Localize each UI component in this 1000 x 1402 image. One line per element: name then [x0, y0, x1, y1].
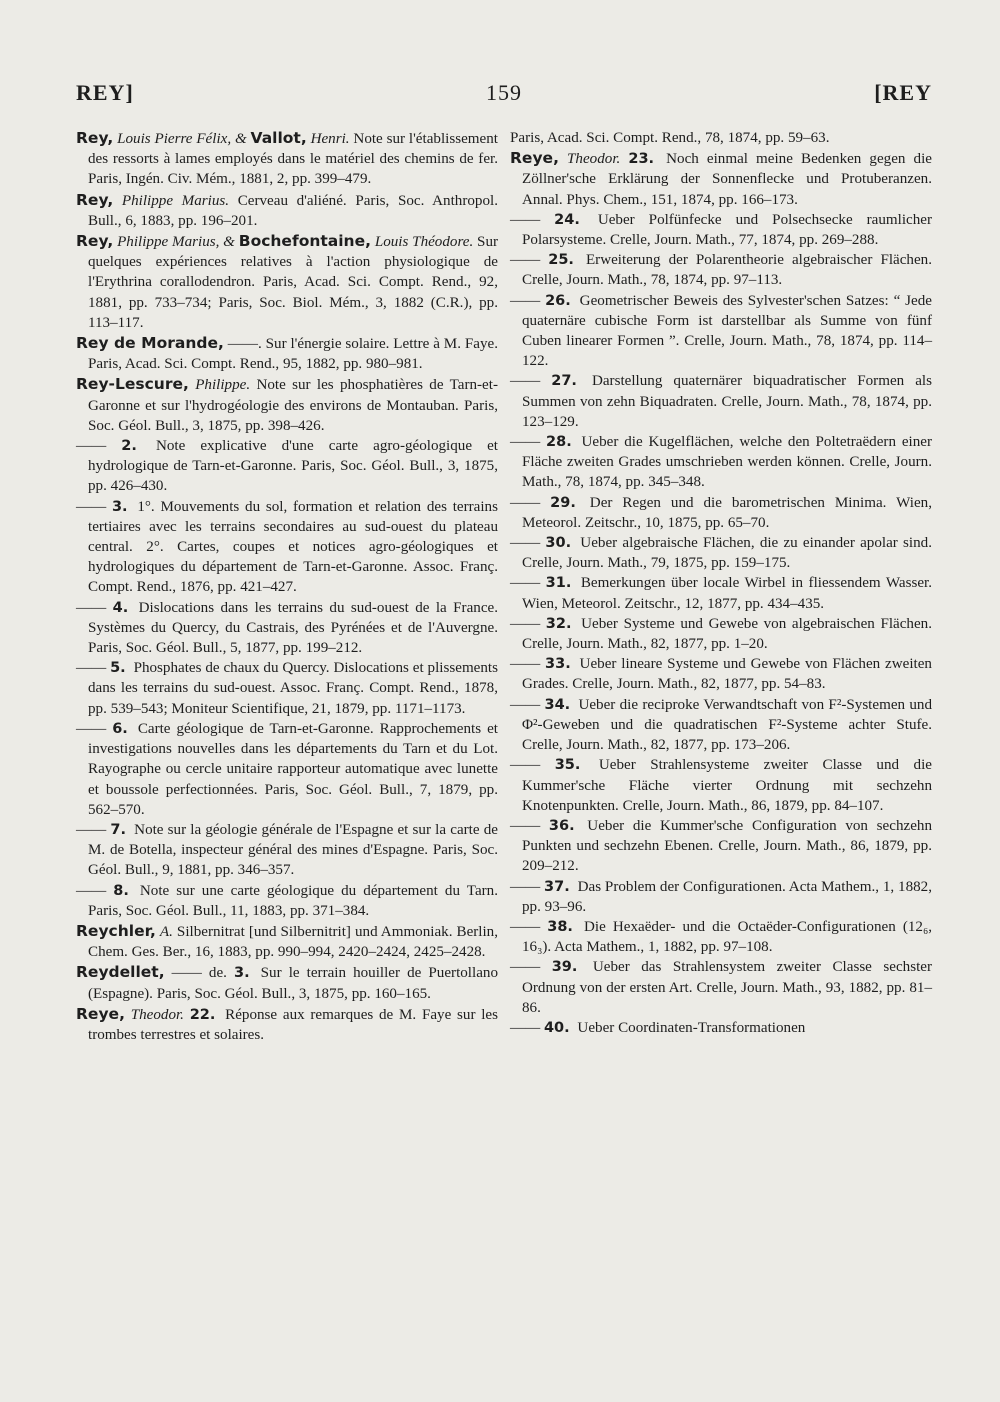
entry-number: 8.: [113, 882, 129, 899]
entry-given-name: ——: [76, 599, 107, 616]
entry-number: 23.: [628, 151, 655, 168]
entry-text: Cerveau d'aliéné. Paris, Soc. Anthropol. Bull., 6, 1883, pp. 196–201.: [88, 192, 498, 229]
entry-given-name: ——: [76, 498, 107, 515]
header-right: [REY: [874, 80, 932, 105]
entry-number: 24.: [554, 211, 580, 228]
bibliography-entry: [76, 128, 498, 190]
entry-author: Reydellet,: [76, 963, 165, 982]
entry-given-name: ——: [76, 882, 107, 899]
entry-text: Ueber die Kugelflächen, welche den Poltetraëdern einer Fläche zweiten Grades umschrieben werden können. Crelle, Journ. Math., 78, 1874, pp. 345–348.: [522, 434, 932, 491]
entry-text: Ueber Strahlensysteme zweiter Classe und die Kummer'sche Fläche vierter Ordnung mit sechzehn Knotenpunkten. Crelle, Journ. Math., 86, 1879, pp. 84–107.: [522, 757, 933, 814]
entry-text: Geometrischer Beweis des Sylvester'schen Satzes: “ Jede quaternäre cubische Form ist darstellbar als Summe von fünf Cuben linearer Formen ”. Crelle, Journ. Math., 78, 1874, pp. 114–122.: [522, 292, 932, 370]
entry-text: Ueber Coordinaten-Transformationen: [573, 1019, 806, 1036]
bibliography-entry: [76, 719, 498, 820]
bibliography-entry: [510, 250, 932, 290]
entry-number: 25.: [548, 252, 574, 269]
bibliography-entry: [510, 654, 932, 694]
entry-text: Note sur l'établissement des ressorts à lames employés dans le matériel des chemins de fer. Paris, Ingén. Civ. Mém., 1881, 2, pp. 399–479.: [88, 131, 498, 188]
entry-number: 39.: [551, 959, 578, 976]
entry-given-name: ——.: [227, 336, 262, 353]
entry-text: Ueber das Strahlensystem zweiter Classe sechster Ordnung von der ersten Art. Crelle, Journ. Math., 93, 1882, pp. 81–86.: [522, 959, 932, 1016]
bibliography-entry: [510, 695, 932, 756]
bibliography-entry: [510, 877, 932, 917]
entry-text: Dislocations dans les terrains du sud-ouest de la France. Systèmes du Quercy, du Castrais, des Pyrénées et de l'Auvergne. Paris, Soc. Géol. Bull., 5, 1877, pp. 199–212.: [88, 599, 498, 657]
bibliography-entry: [510, 493, 932, 533]
bibliography-entry: [510, 432, 932, 493]
entry-text: Phosphates de chaux du Quercy. Dislocations et plissements dans les terrains du sud-ouest. Assoc. Franç. Compt. Rend., 1878, pp. 539–543; Moniteur Scientifique, 21, 1879, pp. 1171–1173.: [88, 660, 498, 717]
bibliography-entry: [76, 962, 498, 1003]
entry-given-name: ——: [76, 821, 107, 838]
bibliography-entry: [510, 614, 932, 654]
entry-number: 2.: [121, 438, 137, 455]
bibliography-entry: [76, 658, 498, 719]
entry-given-name: ——: [510, 575, 541, 592]
entry-given-name: ——: [510, 252, 541, 269]
entry-number: 31.: [545, 575, 572, 592]
entry-text: Ueber die reciproke Verwandtschaft von F²-Systemen und Φ²-Geweben und die quadratischen F²-Systeme achter Stufe. Crelle, Journ. Math., 82, 1877, pp. 173–206.: [522, 696, 932, 754]
entry-text: Sur l'énergie solaire. Lettre à M. Faye. Paris, Acad. Sci. Compt. Rend., 95, 1882, pp. 980–981.: [88, 336, 498, 373]
entry-text: Réponse aux remarques de M. Faye sur les trombes terrestres et solaires.: [88, 1006, 498, 1043]
entry-text: Noch einmal meine Bedenken gegen die Zöllner'sche Erklärung der Sonnenflecke und Protuberanzen. Annal. Phys. Chem., 151, 1874, pp. 166–173.: [522, 151, 932, 208]
entry-text: Paris, Acad. Sci. Compt. Rend., 78, 1874, pp. 59–63.: [510, 130, 830, 146]
entry-given-name: ——: [76, 720, 107, 737]
bibliography-entry: [510, 816, 932, 877]
entry-given-name: ——: [510, 817, 541, 834]
entry-number: 32.: [545, 615, 572, 632]
entry-number: 5.: [110, 660, 126, 677]
bibliography-entry: [76, 333, 498, 374]
entry-text: Erweiterung der Polarentheorie algebraischer Flächen. Crelle, Journ. Math., 78, 1874, pp. 97–113.: [522, 252, 932, 289]
entry-text: Ueber Systeme und Gewebe von algebraischen Flächen. Crelle, Journ. Math., 82, 1877, pp. 1–20.: [522, 615, 932, 653]
bibliography-entry: [510, 917, 932, 957]
bibliography-entry: [76, 881, 498, 921]
bibliography-entry: [510, 371, 932, 432]
entry-text: 1°. Mouvements du sol, formation et relation des terrains tertiaires avec les terrains secondaires au sud-ouest du plateau central. 2°. Cartes, coupes et notices agro-géologiques et hydrologiques du département de Tarn-et-Garonne. Assoc. Franç. Compt. Rend., 1876, pp. 421–427.: [88, 498, 498, 596]
entry-given-name: Theodor.: [130, 1006, 184, 1023]
entry-number: 29.: [550, 494, 576, 511]
bibliography-entry: [76, 231, 498, 333]
entry-given-name: ——: [510, 918, 541, 935]
entry-number: 38.: [547, 918, 573, 935]
page-number: 159: [486, 80, 522, 105]
entry-number: 35.: [554, 757, 581, 774]
entry-author: Rey-Lescure,: [76, 375, 189, 394]
entry-number: 6.: [112, 720, 128, 737]
right-column: [510, 128, 932, 1045]
bibliography-entry: [510, 128, 932, 148]
bibliography-entry: [76, 497, 498, 598]
columns: [76, 128, 932, 1045]
entry-given-name: Theodor.: [567, 151, 621, 168]
bibliography-entry: [76, 598, 498, 659]
bibliography-entry: [510, 1018, 932, 1038]
bibliography-entry: [76, 1004, 498, 1045]
entry-author: Rey de Morande,: [76, 334, 224, 353]
entry-number: 4.: [112, 599, 129, 616]
entry-author: Reye,: [510, 149, 559, 168]
entry-number: 3.: [234, 965, 250, 982]
entry-number: 30.: [545, 535, 572, 552]
entry-given-name: ——: [510, 373, 541, 390]
entry-text: Sur quelques expériences relatives à l'action physiologique de l'Erythrina corallodendron. Paris, Acad. Sci. Compt. Rend., 92, 1881, pp. 733–734; Paris, Soc. Biol. Mém., 3, 1882 (C.R.), pp. 113–117.: [88, 234, 499, 331]
entry-text: Ueber lineare Systeme und Gewebe von Flächen zweiten Grades. Crelle, Journ. Math., 82, 1877, pp. 54–83.: [522, 656, 932, 693]
entry-given-name: ——: [510, 494, 541, 511]
entry-number: 40.: [543, 1019, 570, 1036]
entry-number: 22.: [189, 1006, 216, 1023]
bibliography-entry: [76, 436, 498, 497]
entry-number: 28.: [546, 434, 572, 451]
entry-number: 36.: [548, 817, 575, 834]
bibliography-entry: [510, 210, 932, 250]
entry-text: Das Problem der Configurationen. Acta Mathem., 1, 1882, pp. 93–96.: [522, 878, 932, 915]
bibliography-entry: [510, 148, 932, 210]
bibliography-entry: [76, 820, 498, 881]
entry-given-name: ——: [510, 615, 541, 632]
entry-given-name: A.: [159, 923, 173, 940]
bibliography-entry: [510, 957, 932, 1018]
entry-given-name: ——: [510, 696, 541, 713]
entry-given-name: Philippe.: [195, 377, 251, 394]
entry-number: 3.: [111, 498, 128, 515]
bibliography-entry: [510, 573, 932, 613]
entry-author: Reye,: [76, 1004, 125, 1023]
entry-coauthor-given-name: Henri.: [310, 131, 350, 147]
entry-author: Rey,: [76, 190, 114, 209]
entry-given-name: ——: [510, 959, 541, 976]
entry-given-name: ——: [510, 211, 541, 228]
entry-text: Note sur une carte géologique du département du Tarn. Paris, Soc. Géol. Bull., 11, 1883, pp. 371–384.: [88, 882, 498, 919]
entry-author: Rey,: [76, 232, 114, 251]
entry-author: Reychler,: [76, 921, 156, 940]
entry-number: 37.: [544, 878, 570, 895]
entry-given-name: ——: [510, 656, 541, 673]
entry-given-name: ——: [76, 660, 107, 677]
bibliography-entry: [510, 291, 932, 372]
entry-text: Der Regen und die barometrischen Minima. Wien, Meteorol. Zeitschr., 10, 1875, pp. 65–70.: [522, 494, 932, 531]
entry-number: 27.: [551, 373, 577, 390]
entry-text: Ueber die Kummer'sche Configuration von sechzehn Punkten und sechzehn Ebenen. Crelle, Journ. Math., 86, 1879, pp. 209–212.: [522, 817, 932, 875]
entry-given-name: Philippe Marius.: [121, 192, 230, 209]
entry-given-name: Philippe Marius, &: [117, 234, 235, 251]
entry-coauthor: Bochefontaine,: [238, 232, 371, 251]
header-left: REY]: [76, 80, 134, 105]
bibliography-entry: [510, 533, 932, 573]
entry-author: Rey,: [76, 129, 114, 147]
entry-text: Note explicative d'une carte agro-géologique et hydrologique de Tarn-et-Garonne. Paris, Soc. Géol. Bull., 3, 1875, pp. 426–430.: [88, 438, 498, 495]
bibliography-entry: [76, 921, 498, 962]
entry-text: Ueber Polfünfecke und Polsechsecke raumlicher Polarsysteme. Crelle, Journ. Math., 77, 1874, pp. 269–288.: [522, 211, 932, 249]
entry-given-name: ——: [76, 438, 107, 455]
running-header: [76, 80, 932, 106]
entry-number: 26.: [545, 292, 571, 309]
entry-given-name: Louis Pierre Félix, &: [117, 131, 247, 147]
entry-text: Ueber algebraische Flächen, die zu einander apolar sind. Crelle, Journ. Math., 79, 1875, pp. 159–175.: [522, 535, 932, 572]
entry-text: Carte géologique de Tarn-et-Garonne. Rapprochements et investigations nouvelles dans les départements du Tarn et du Lot. Rayographe ou cercle unitaire rapporteur automatique avec lunette et boussole perfectionnées. Paris, Soc. Géol. Bull., 7, 1879, pp. 562–570.: [88, 720, 498, 818]
entry-text: Silbernitrat [und Silbernitrit] und Ammoniak. Berlin, Chem. Ges. Ber., 16, 1883, pp. 990–994, 2420–2424, 2425–2428.: [88, 923, 499, 961]
entry-given-name: ——: [510, 1019, 541, 1036]
entry-given-name: ——: [510, 878, 541, 895]
bibliography-entry: [510, 755, 932, 816]
bibliography-entry: [76, 374, 498, 436]
entry-text: Note sur les phosphatières de Tarn-et-Garonne et sur l'hydrogéologie des environs de Montauban. Paris, Soc. Géol. Bull., 3, 1875, pp. 398–426.: [88, 377, 498, 434]
entry-coauthor-given-name: Louis Théodore.: [374, 234, 474, 251]
entry-number: 7.: [110, 821, 126, 838]
left-column: [76, 128, 498, 1045]
entry-text: Note sur la géologie générale de l'Espagne et sur la carte de M. de Botella, inspecteur général des mines d'Espagne. Paris, Soc. Géol. Bull., 9, 1881, pp. 346–357.: [88, 821, 498, 879]
entry-text: Bemerkungen über locale Wirbel in fliessendem Wasser. Wien, Meteorol. Zeitschr., 12, 1877, pp. 434–435.: [522, 575, 932, 612]
entry-text: Sur le terrain houiller de Puertollano (Espagne). Paris, Soc. Géol. Bull., 3, 1875, pp. 160–165.: [88, 965, 498, 1002]
entry-given-name: ——: [510, 434, 541, 451]
entry-number: 33.: [545, 656, 571, 673]
entry-given-name: ——: [510, 292, 541, 309]
entry-coauthor: Vallot,: [250, 129, 307, 147]
entry-given-name: ——: [510, 757, 541, 774]
bibliography-entry: [76, 190, 498, 231]
entry-text: Die Hexaëder- und die Octaëder-Configurationen (12₆, 16₃). Acta Mathem., 1, 1882, pp. 97–108.: [522, 918, 932, 956]
entry-given-name: ——: [510, 535, 541, 552]
entry-number: 34.: [544, 696, 571, 713]
entry-text: Darstellung quaternärer biquadratischer Formen als Summen von zehn Biquadraten. Crelle, Journ. Math., 78, 1874, pp. 123–129.: [522, 373, 932, 430]
entry-given-name: —— de.: [171, 965, 227, 982]
